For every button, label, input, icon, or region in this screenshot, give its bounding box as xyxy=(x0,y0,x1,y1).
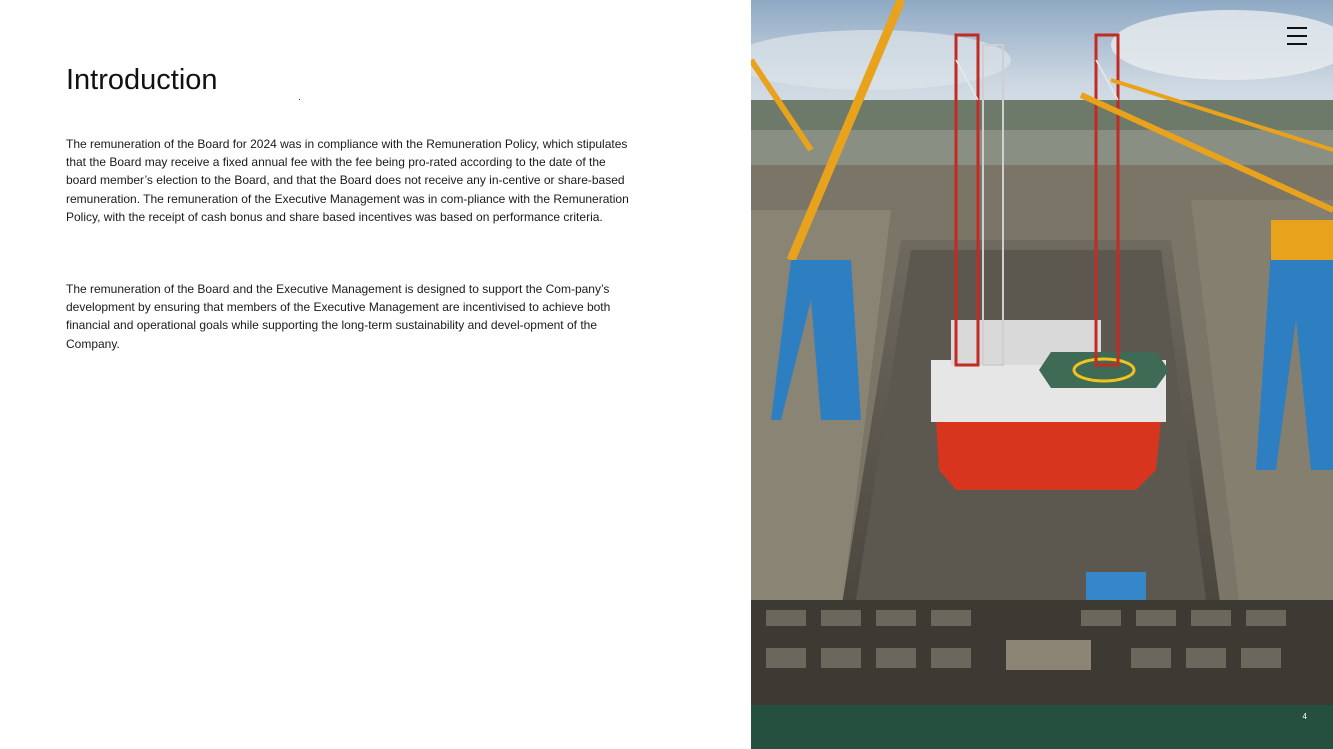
intro-paragraph-2: The remuneration of the Board and the Executive Management is designed to support the Com-pany’s development by ensuring that members of the Executive Management are incentivised to achieve both financial and operational goals while supporting the long-term sustainability and devel-opment of the Company. xyxy=(66,282,611,351)
menu-bar xyxy=(1287,27,1307,29)
menu-bar xyxy=(1287,43,1307,45)
shipyard-dry-dock-photo xyxy=(751,0,1333,749)
decorative-dot xyxy=(299,99,300,100)
menu-bar xyxy=(1287,35,1307,37)
page-title: Introduction xyxy=(66,64,218,96)
hamburger-menu-icon[interactable] xyxy=(1287,27,1307,45)
page-number: 4 xyxy=(1302,712,1307,721)
intro-paragraph-1: The remuneration of the Board for 2024 was in compliance with the Remuneration Policy, which stipulates that the Board may receive a fixed annual fee with the fee being pro-rated according to the date of the board member’s election to the Board, and that the Board does not receive any in-centive or share-based remuneration. The remuneration of the Executive Management was in com-pliance with the Remuneration Policy, with the receipt of cash bonus and share based incentives was based on performance criteria. xyxy=(66,137,629,224)
